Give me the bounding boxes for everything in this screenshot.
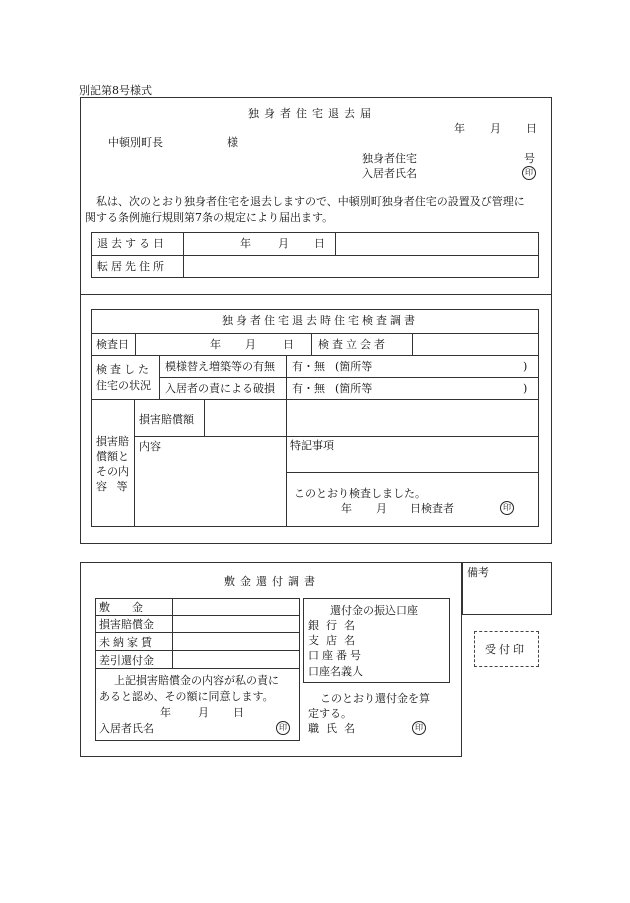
- calc-line1: このとおり還付金を算: [320, 692, 430, 705]
- notice-date-year: 年: [454, 122, 465, 135]
- deposit-vline-1: [172, 598, 173, 668]
- new-address-label: 転居先住所: [97, 260, 167, 273]
- inspection-line-3: [159, 377, 539, 378]
- notice-body-line2: 関する条例施行規則第7条の規定により届出ます。: [85, 211, 334, 224]
- inspect-date-label: 検査日: [96, 338, 129, 351]
- net-refund-row-label: 差引還付金: [99, 654, 154, 667]
- seal-icon: 印: [522, 166, 536, 180]
- damage-compensation-row-label: 損害賠償金: [99, 618, 154, 631]
- consent-month: 月: [198, 706, 209, 719]
- remarks-label: 備考: [467, 566, 489, 579]
- row1-item: 模様替え増築等の有無: [165, 360, 275, 373]
- deposit-line-2: [95, 632, 300, 633]
- inspection-line-5: [134, 436, 286, 437]
- inspection-vline-2: [311, 333, 312, 355]
- bank-account-title: 還付金の振込口座: [330, 604, 418, 617]
- housing-label: 独身者住宅: [362, 152, 417, 165]
- status-label-line1: 検査した: [96, 363, 152, 376]
- deposit-line-3: [95, 650, 300, 651]
- vacate-table-col-divider: [183, 232, 184, 278]
- inspector-seal-icon: 印: [500, 501, 514, 515]
- inspection-line-4: [91, 399, 539, 400]
- vacate-day: 日: [314, 237, 325, 250]
- row2-close: ): [523, 382, 528, 395]
- status-label-line2: 住宅の状況: [96, 379, 151, 392]
- damage-side-line2: 償額と: [96, 450, 129, 463]
- bank-name-label: 銀行名: [308, 619, 362, 632]
- deposit-line-4: [95, 668, 300, 669]
- inspection-vline-6: [134, 399, 135, 527]
- notice-title: 独身者住宅退去届: [248, 107, 376, 120]
- vacate-table-row-divider: [91, 255, 539, 256]
- witness-label: 検査立会者: [318, 338, 388, 351]
- notice-date-month: 月: [490, 122, 501, 135]
- sign-month: 月: [376, 502, 387, 515]
- sign-day-inspector: 日検査者: [410, 502, 454, 515]
- consent-line1: 上記損害賠償金の内容が私の責に: [114, 674, 279, 687]
- consent-year: 年: [160, 706, 171, 719]
- addressee: 中頓別町長: [108, 136, 163, 149]
- notice-date-day: 日: [526, 122, 537, 135]
- damage-side-line3: その内: [96, 465, 129, 478]
- inspection-confirm-text: このとおり検査しました。: [294, 487, 426, 500]
- received-stamp-label: 受付印: [485, 643, 527, 656]
- addressee-honorific: 様: [227, 136, 238, 149]
- special-notes-label: 特記事項: [290, 439, 334, 452]
- damage-side-line1: 損害賠: [96, 435, 129, 448]
- section-divider: [80, 294, 552, 295]
- housing-number-suffix: 号: [524, 152, 535, 165]
- staff-seal-icon: 印: [412, 721, 426, 735]
- sign-year: 年: [341, 502, 352, 515]
- damage-side-line4: 容 等: [96, 480, 131, 493]
- inspection-line-1: [91, 333, 539, 334]
- row2-value: 有・無: [292, 382, 325, 395]
- account-holder-label: 口座名義人: [308, 665, 363, 678]
- form-number: 別記第8号様式: [79, 84, 152, 97]
- branch-name-label: 支店名: [308, 634, 362, 647]
- consent-day: 日: [233, 706, 244, 719]
- calc-line2: 定する。: [308, 707, 352, 720]
- deposit-title: 敷金還付調書: [224, 575, 320, 588]
- inspect-year: 年: [210, 338, 221, 351]
- row2-place: (箇所等: [335, 382, 373, 395]
- inspect-day: 日: [283, 338, 294, 351]
- staff-name-label: 職氏名: [308, 722, 362, 735]
- vacate-table-col-divider-2: [335, 232, 336, 255]
- inspection-vline-7: [204, 399, 205, 436]
- row1-place: (箇所等: [335, 360, 373, 373]
- resident-name-label: 入居者氏名: [362, 167, 417, 180]
- vacate-month: 月: [278, 237, 289, 250]
- inspection-vline-1: [135, 333, 136, 355]
- inspection-vline-3: [412, 333, 413, 355]
- unpaid-rent-row-label: 未納家賃: [99, 636, 155, 649]
- resident-seal-icon: 印: [276, 721, 290, 735]
- row1-close: ): [523, 360, 528, 373]
- deposit-resident-name-label: 入居者氏名: [99, 722, 154, 735]
- deposit-line-1: [95, 615, 300, 616]
- inspect-month: 月: [245, 338, 256, 351]
- vacate-year: 年: [240, 237, 251, 250]
- vacate-date-label: 退去する日: [97, 237, 167, 250]
- notice-body-line1: 私は、次のとおり独身者住宅を退去しますので、中頓別町独身者住宅の設置及び管理に: [96, 195, 525, 208]
- inspection-title: 独身者住宅退去時住宅検査調書: [222, 314, 418, 327]
- row2-item: 入居者の責による破損: [165, 382, 275, 395]
- deposit-row-label: 敷 金: [99, 601, 143, 614]
- account-number-label: 口座番号: [308, 649, 364, 662]
- content-label: 内容: [139, 440, 161, 453]
- consent-line2: あると認め、その額に同意します。: [99, 690, 274, 703]
- damage-amount-label: 損害賠償額: [139, 413, 194, 426]
- row1-value: 有・無: [292, 360, 325, 373]
